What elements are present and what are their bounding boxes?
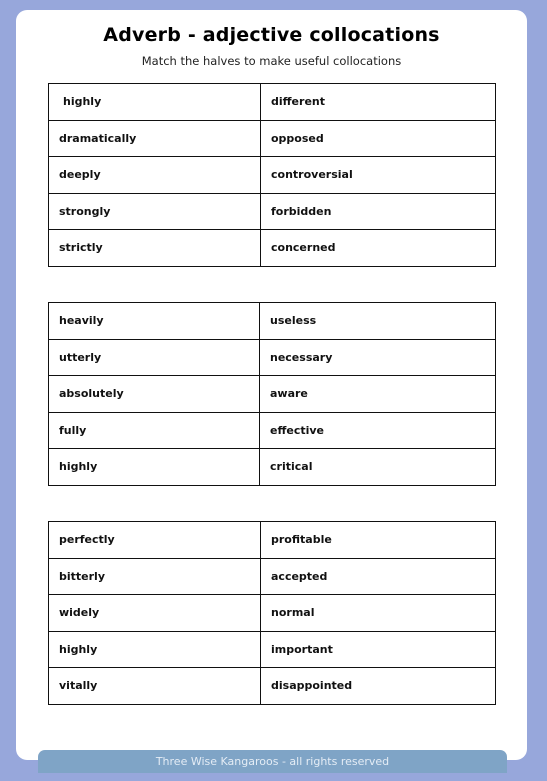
adverb-cell: strongly — [49, 193, 261, 230]
page-subtitle: Match the halves to make useful collocations — [141, 54, 402, 68]
adverb-cell: widely — [49, 595, 261, 632]
adverb-cell: highly — [49, 631, 261, 668]
table-row — [49, 84, 496, 121]
table-row — [49, 668, 496, 705]
adjective-cell: aware — [260, 376, 496, 413]
adverb-cell: deeply — [49, 157, 261, 194]
collocation-table-1 — [48, 83, 496, 267]
adjective-cell: normal — [261, 595, 496, 632]
adjective-cell: effective — [260, 412, 496, 449]
worksheet-page — [16, 10, 527, 760]
table-row — [49, 193, 496, 230]
table-row — [49, 631, 496, 668]
adjective-cell: disappointed — [261, 668, 496, 705]
adjective-cell: forbidden — [261, 193, 496, 230]
table-row — [49, 120, 496, 157]
adverb-cell: heavily — [49, 303, 260, 340]
adjective-cell: opposed — [261, 120, 496, 157]
adjective-cell: accepted — [261, 558, 496, 595]
table-row — [49, 412, 496, 449]
adjective-cell: useless — [260, 303, 496, 340]
table-row — [49, 230, 496, 267]
adverb-cell: fully — [49, 412, 260, 449]
table-row — [49, 157, 496, 194]
collocation-table-3 — [48, 521, 496, 705]
table-row — [49, 595, 496, 632]
table-row — [49, 376, 496, 413]
adjective-cell: profitable — [261, 522, 496, 559]
adjective-cell: concerned — [261, 230, 496, 267]
adjective-cell: critical — [260, 449, 496, 486]
table-row — [49, 449, 496, 486]
adverb-cell: strictly — [49, 230, 261, 267]
table-row — [49, 522, 496, 559]
adverb-cell: bitterly — [49, 558, 261, 595]
adjective-cell: different — [261, 84, 496, 121]
adverb-cell: dramatically — [49, 120, 261, 157]
adverb-cell: absolutely — [49, 376, 260, 413]
adverb-cell: utterly — [49, 339, 260, 376]
adverb-cell: highly — [49, 449, 260, 486]
adverb-cell: vitally — [49, 668, 261, 705]
adverb-cell: highly — [49, 84, 261, 121]
table-row — [49, 558, 496, 595]
table-row — [49, 303, 496, 340]
copyright-footer: Three Wise Kangaroos - all rights reserved — [38, 750, 507, 773]
collocation-table-2 — [48, 302, 496, 486]
table-row — [49, 339, 496, 376]
adjective-cell: controversial — [261, 157, 496, 194]
adverb-cell: perfectly — [49, 522, 261, 559]
adjective-cell: necessary — [260, 339, 496, 376]
adjective-cell: important — [261, 631, 496, 668]
page-title: Adverb - adjective collocations — [103, 24, 440, 46]
